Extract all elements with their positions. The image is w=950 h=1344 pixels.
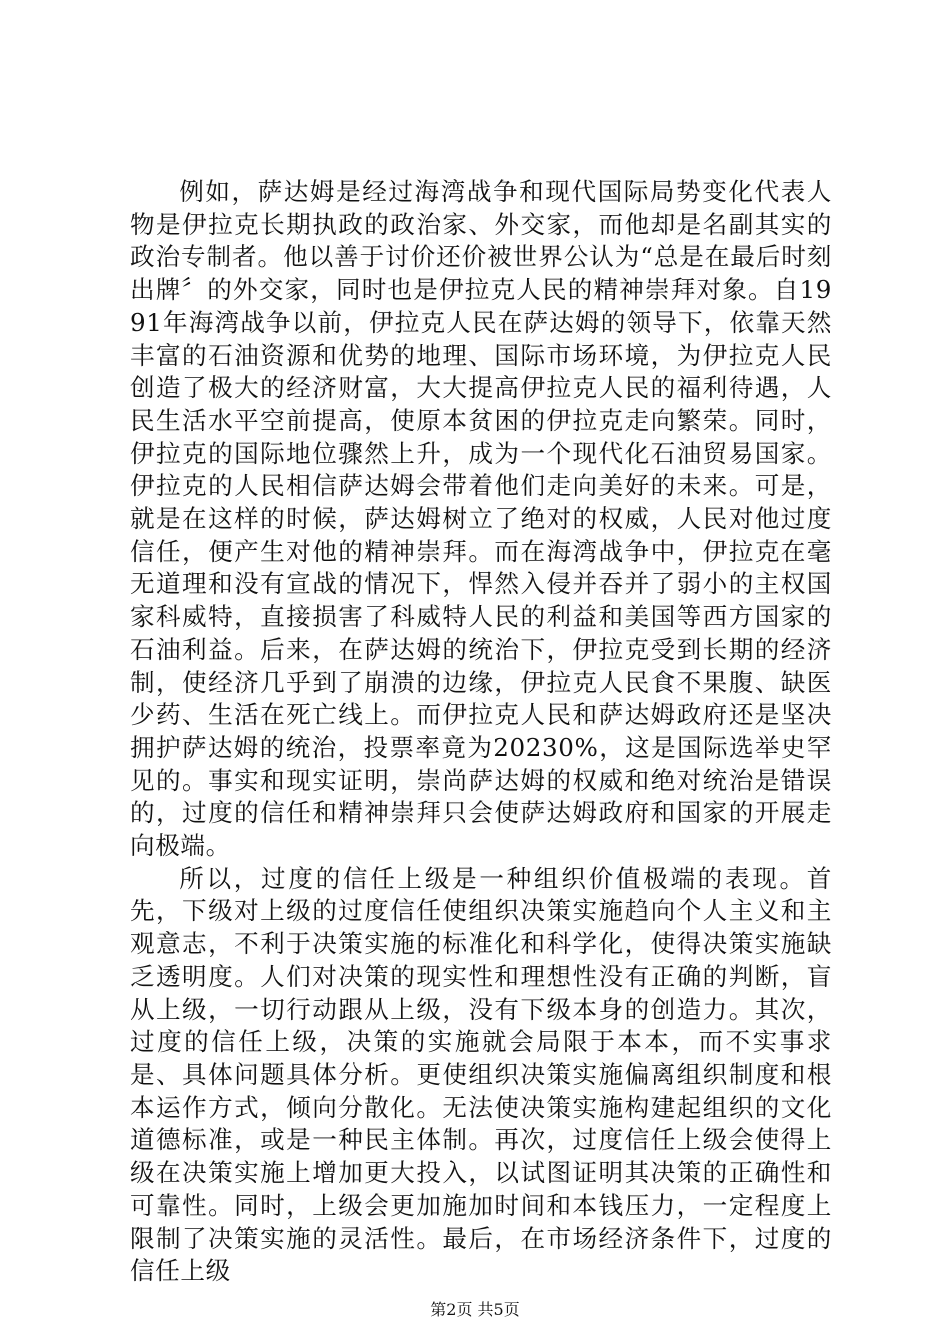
page-footer <box>0 1300 950 1320</box>
document-body <box>130 176 832 1288</box>
page-number-label: 第2页 共5页 <box>430 1300 520 1319</box>
paragraph-1: 例如，萨达姆是经过海湾战争和现代国际局势变化代表人物是伊拉克长期执政的政治家、外交家，而他却是名副其实的政治专制者。他以善于讨价还价被世界公认为“总是在最后时刻出牌〞的外交家，同时也是伊拉克人民的精神崇拜对象。自1991年海湾战争以前，伊拉克人民在萨达姆的领导下，依靠天然丰富的石油资源和优势的地理、国际市场环境，为伊拉克人民创造了极大的经济财富，大大提高伊拉克人民的福利待遇，人民生活水平空前提高，使原本贫困的伊拉克走向繁荣。同时，伊拉克的国际地位骤然上升，成为一个现代化石油贸易国家。伊拉克的人民相信萨达姆会带着他们走向美好的未来。可是，就是在这样的时候，萨达姆树立了绝对的权威，人民对他过度信任，便产生对他的精神崇拜。而在海湾战争中，伊拉克在毫无道理和没有宣战的情况下，悍然入侵并吞并了弱小的主权国家科威特，直接损害了科威特人民的利益和美国等西方国家的石油利益。后来，在萨达姆的统治下，伊拉克受到长期的经济制，使经济几乎到了崩溃的边缘，伊拉克人民食不果腹、缺医少药、生活在死亡线上。而伊拉克人民和萨达姆政府还是坚决拥护萨达姆的统治，投票率竟为20230%，这是国际选举史罕见的。事实和现实证明，崇尚萨达姆的权威和绝对统治是错误的，过度的信任和精神崇拜只会使萨达姆政府和国家的开展走向极端。 <box>130 177 832 861</box>
paragraph-2: 所以，过度的信任上级是一种组织价值极端的表现。首先，下级对上级的过度信任使组织决策实施趋向个人主义和主观意志，不利于决策实施的标准化和科学化，使得决策实施缺乏透明度。人们对决策的现实性和理想性没有正确的判断，盲从上级，一切行动跟从上级，没有下级本身的创造力。其次，过度的信任上级，决策的实施就会局限于本本，而不实事求是、具体问题具体分析。更使组织决策实施偏离组织制度和根本运作方式，倾向分散化。无法使决策实施构建起组织的文化道德标准，或是一种民主体制。再次，过度信任上级会使得上级在决策实施上增加更大投入，以试图证明其决策的正确性和可靠性。同时，上级会更加施加时间和本钱压力，一定程度上限制了决策实施的灵活性。最后，在市场经济条件下，过度的信任上级 <box>130 863 832 1286</box>
